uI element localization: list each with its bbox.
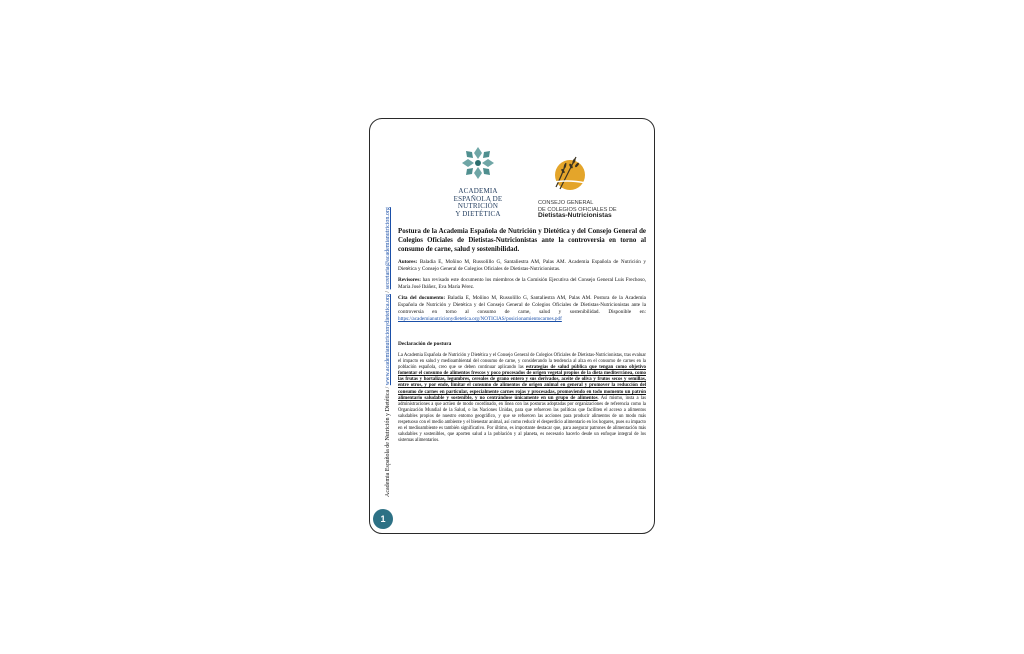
- document-title: Postura de la Academia Española de Nutrición y Dietética y del Consejo General de Colegios Oficiales de Dietistas-Nutricionistas ante la controversia en torno al consumo de carne, salud y sostenibilidad.: [398, 228, 646, 253]
- cg-logo: [538, 153, 648, 220]
- citation-link[interactable]: https://academianutricionydietetica.org/NOTICIAS/posicionamientocarnes.pdf: [398, 316, 562, 322]
- sidebar-separator: /: [385, 289, 391, 295]
- statement-conclusion: . Así mismo, insta a las administraciones a que actúen de modo coordinado, en línea con las posturas adoptadas por organizaciones de referencia como la Organización Mundial de la Salud, o las Naciones Unidas, para que refuercen las políticas que faciliten el acceso a alimentos saludables propios de nuestro entorno geográfico, y que se refuercen las acciones para producir alimentos de un modo más respetuoso con el medio ambiente y el bienestar animal, así como reducir el desperdicio alimentario en los hogares, pues su impacto en el medioambiente es también significativo. Por último, es importante destacar que, para asegurar patrones de alimentación más saludables y sostenibles, que aporten salud a la población y al planeta, es necesario hacerlo desde un enfoque integral de los sistemas alimentarios.: [398, 395, 647, 444]
- section-title: Declaración de postura: [398, 341, 452, 347]
- cg-line-2: DE COLEGIOS OFICIALES DE: [538, 206, 617, 213]
- statement-intro: La Academia Española de Nutrición y Dietética y el Consejo General de Colegios Oficiales de Dietistas-Nutricionistas, tras evaluar el impacto en salud y medioambiental del consumo de carne, y considerando la tendencia al alza en el consumo de carnes en la población española, creo que se deben continuar aplicando las: [398, 353, 646, 371]
- reviewers-text: han revisado este documento los miembros de la Comisión Ejecutiva del Consejo General Luis Frechoso, María José Ibáñez, Eva María Pérez.: [398, 277, 646, 290]
- sidebar-prefix: Academia Española de Nutrición y Dietética /: [385, 385, 391, 497]
- aen-line-4: Y DIETÉTICA: [455, 209, 501, 218]
- authors-paragraph: [398, 259, 646, 273]
- authors-text: Baladia E, Moñino M, Russolillo G, Santaliestra AM, Palas AM. Academia Española de Nutrición y Dietética y Consejo General de Colegios Oficiales de Dietistas-Nutricionistas.: [398, 259, 646, 272]
- logos-header: [430, 145, 640, 223]
- statement-body: [398, 353, 646, 444]
- statement-highlight: estrategias de salud pública que tengan como objetivo fomentar el consumo de alimentos frescos y poco procesados de origen vegetal propios de la dieta mediterránea, como las frutas y hortalizas, legumbres, cereales de grano entero y sus derivados, aceite de oliva y frutos secos y semillas, entre otros, y por ende, limitar el consumo de alimentos de origen animal en general y promover la reducción del consumo de carnes en particular, especialmente carnes rojas y procesadas, promoviendo en todo momento un patrón alimentario saludable y sostenible, y no centrándose únicamente en un grupo de alimentos: [398, 365, 646, 401]
- cg-line-3: Dietistas-Nutricionistas: [538, 212, 612, 220]
- wheat-circle-logo-icon: [546, 153, 590, 193]
- sidebar-email-link[interactable]: secretaria@academianutricion.org: [385, 207, 391, 290]
- aen-line-2: ESPAÑOLA DE: [453, 194, 503, 203]
- vertical-sidebar: [378, 159, 392, 504]
- citation-text: Baladia E, Moñino M, Russolillo G, Santaliestra AM, Palas AM. Postura de la Academia Española de Nutrición y Dietética y del Consejo General de Colegios Oficiales de Dietistas-Nutricionistas ante la controversia en torno al consumo de carne, salud y sostenibilidad. Disponible en:: [398, 295, 646, 315]
- reviewers-label: Revisores:: [398, 277, 421, 283]
- reviewers-paragraph: [398, 277, 646, 291]
- citation-label: Cita del documento:: [398, 295, 446, 301]
- aen-logo: [452, 145, 504, 218]
- document-page: [369, 118, 655, 534]
- aen-line-3: NUTRICIÓN: [457, 202, 499, 210]
- citation-paragraph: [398, 295, 646, 323]
- leaf-pattern-logo-icon: [460, 145, 496, 181]
- sidebar-text: [385, 207, 392, 497]
- document-content: [398, 227, 646, 444]
- cg-line-1: CONSEJO GENERAL: [538, 200, 594, 206]
- sidebar-website-link[interactable]: www.academianutricionydietetica.org: [385, 294, 391, 386]
- page-number-badge: 1: [373, 509, 393, 529]
- aen-line-1: ACADEMIA: [458, 187, 498, 195]
- authors-label: Autores:: [398, 259, 418, 265]
